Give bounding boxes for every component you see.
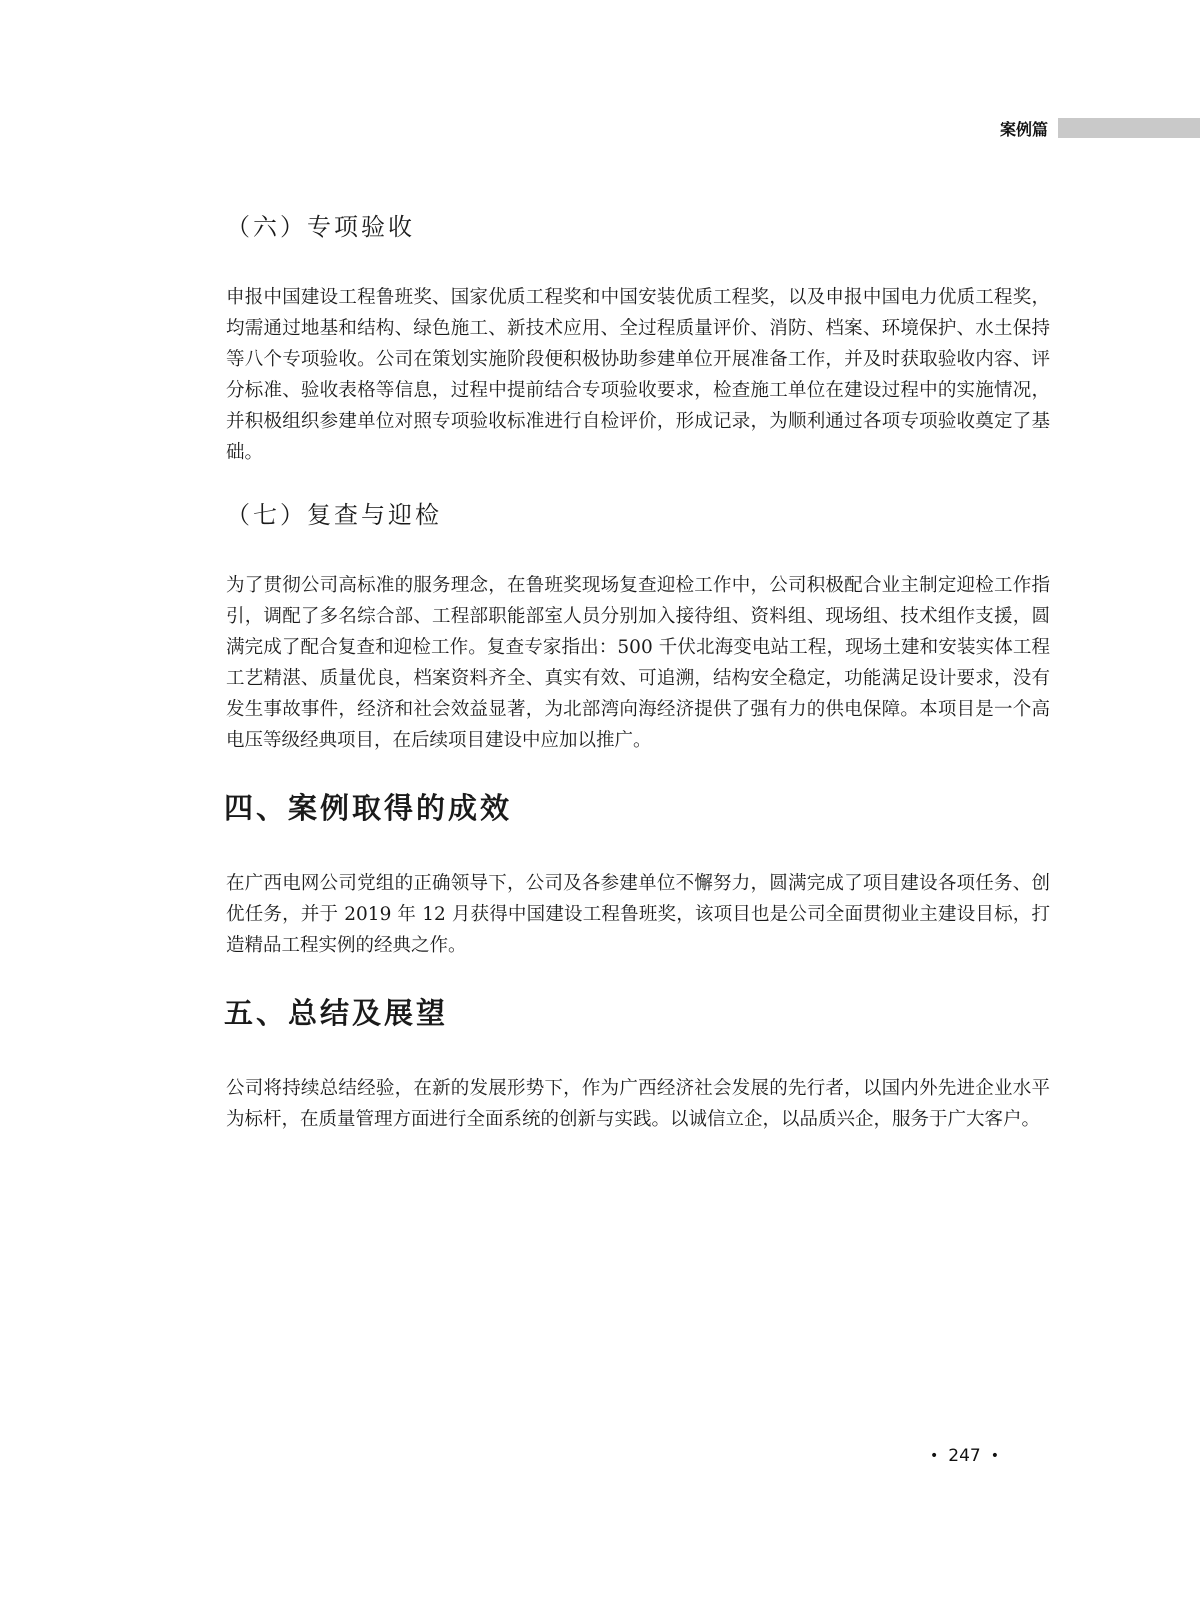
header-bar [1058,118,1200,138]
heading-results: 四、案例取得的成效 [224,791,513,825]
subheading-review-inspection: （七）复查与迎检 [226,501,442,529]
running-header [1000,116,1200,140]
page-number-dot-left: • [930,1448,939,1464]
main-content [226,190,1050,1165]
page-number-value: 247 [948,1446,981,1466]
section-label: 案例篇 [999,119,1048,139]
paragraph-summary: 公司将持续总结经验，在新的发展形势下，作为广西经济社会发展的先行者，以国内外先进企业水平为标杆，在质量管理方面进行全面系统的创新与实践。以诚信立企，以品质兴企，服务于广大客户。 [226,1078,1050,1130]
paragraph-special-acceptance: 申报中国建设工程鲁班奖、国家优质工程奖和中国安装优质工程奖，以及申报中国电力优质工程奖，均需通过地基和结构、绿色施工、新技术应用、全过程质量评价、消防、档案、环境保护、水土保持等八个专项验收。公司在策划实施阶段便积极协助参建单位开展准备工作，并及时获取验收内容、评分标准、验收表格等信息，过程中提前结合专项验收要求，检查施工单位在建设过程中的实施情况，并积极组织参建单位对照专项验收标准进行自检评价，形成记录，为顺利通过各项专项验收奠定了基础。 [226,287,1050,463]
paragraph-review-inspection: 为了贯彻公司高标准的服务理念，在鲁班奖现场复查迎检工作中，公司积极配合业主制定迎检工作指引，调配了多名综合部、工程部职能部室人员分别加入接待组、资料组、现场组、技术组作支援，圆满完成了配合复查和迎检工作。复查专家指出：500 千伏北海变电站工程，现场土建和安装实体工程工艺精湛、质量优良，档案资料齐全、真实有效、可追溯，结构安全稳定，功能满足设计要求，没有发生事故事件，经济和社会效益显著，为北部湾向海经济提供了强有力的供电保障。本项目是一个高电压等级经典项目，在后续项目建设中应加以推广。 [226,575,1050,751]
page-number-dot-right: • [990,1448,999,1464]
paragraph-results: 在广西电网公司党组的正确领导下，公司及各参建单位不懈努力，圆满完成了项目建设各项任务、创优任务，并于 2019 年 12 月获得中国建设工程鲁班奖，该项目也是公司全面贯彻业主建设目标，打造精品工程实例的经典之作。 [226,873,1050,956]
page-number [930,1446,999,1466]
subheading-special-acceptance: （六）专项验收 [226,213,415,241]
heading-summary: 五、总结及展望 [224,996,449,1030]
